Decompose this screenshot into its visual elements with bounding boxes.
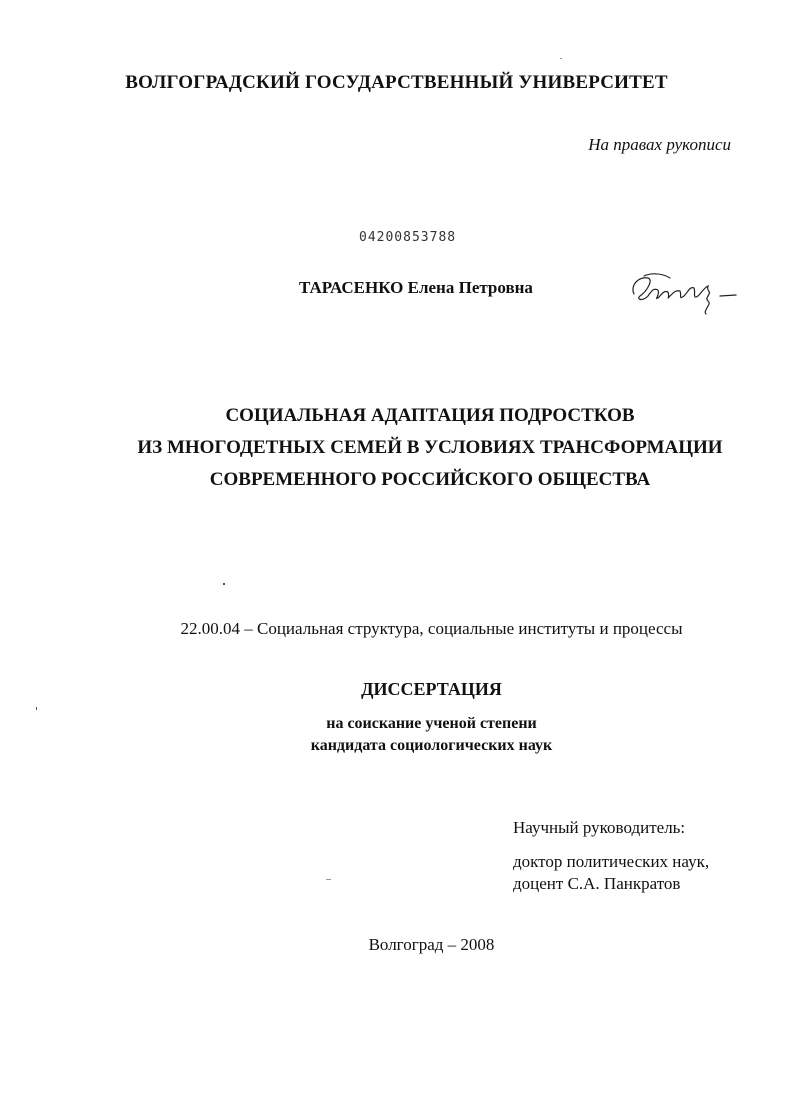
scan-speck bbox=[560, 58, 562, 59]
city-year: Волгоград – 2008 bbox=[368, 935, 495, 954]
degree-line: на соискание ученой степени bbox=[326, 715, 537, 732]
scan-speck bbox=[223, 583, 225, 585]
degree-line: кандидата социологических наук bbox=[310, 737, 553, 754]
degree-statement bbox=[0, 713, 793, 757]
registry-code: 04200853788 bbox=[359, 230, 457, 245]
scan-speck bbox=[326, 879, 331, 880]
supervisor-line: доктор политических наук, bbox=[513, 852, 710, 871]
supervisor-line: доцент С.А. Панкратов bbox=[513, 874, 681, 893]
supervisor-details bbox=[513, 851, 709, 895]
title-line: ИЗ МНОГОДЕТНЫХ СЕМЕЙ В УСЛОВИЯХ ТРАНСФОРМАЦИИ bbox=[137, 437, 723, 458]
specialty-code: 22.00.04 – Социальная структура, социальные институты и процессы bbox=[180, 619, 683, 638]
supervisor-label: Научный руководитель: bbox=[513, 818, 686, 837]
dissertation-title bbox=[0, 400, 793, 496]
scan-speck bbox=[36, 707, 37, 710]
university-name: ВОЛГОГРАДСКИЙ ГОСУДАРСТВЕННЫЙ УНИВЕРСИТЕТ bbox=[125, 72, 668, 93]
handwritten-signature bbox=[624, 266, 744, 316]
dissertation-label: ДИССЕРТАЦИЯ bbox=[361, 679, 502, 699]
manuscript-note: На правах рукописи bbox=[588, 135, 731, 154]
title-line: СОЦИАЛЬНАЯ АДАПТАЦИЯ ПОДРОСТКОВ bbox=[225, 405, 635, 426]
title-line: СОВРЕМЕННОГО РОССИЙСКОГО ОБЩЕСТВА bbox=[209, 469, 651, 490]
author-name: ТАРАСЕНКО Елена Петровна bbox=[299, 278, 533, 297]
